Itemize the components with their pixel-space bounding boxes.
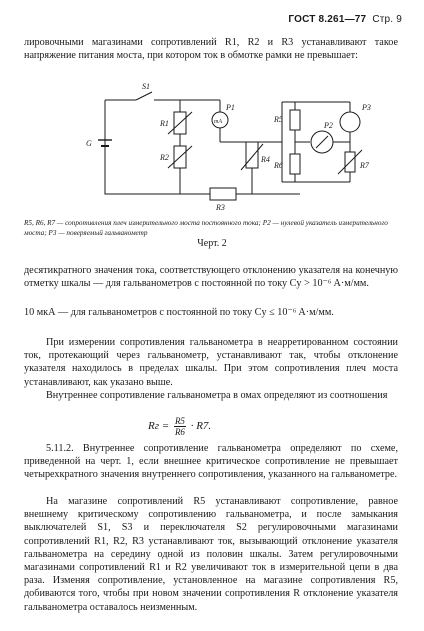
paragraph-internal: Внутреннее сопротивление гальванометра в омах определяют из соотношения [46,390,388,401]
formula-rhs: · R7. [190,420,212,433]
label-s1: S1 [142,82,150,91]
paragraph-intro: лировочными магазинами сопротивлений R1, R2 и R3 устанавливают такое напряжение питания моста, при котором ток в обмотке рамки не превышает: [24,37,398,62]
label-r3: R3 [216,203,225,212]
paragraph-procedure: На магазине сопротивлений R5 устанавливают сопротивление, равное внешнему критическому сопротивлению гальванометра, и после замыкания выключателей S1, S3 и переключателя S2 регулировочными магазинами сопротивлений R1, R2, R3 устанавливают ток, вызывающий отклонение указателя гальванометра на середину одной из половин шкалы. Затем регулировочными магазинами сопротивлений R1 и R2 увеличивают ток в измерительной цепи в два раза. Изменяя сопротивление, установленное на магазине сопротивления R5, добиваются того, чтобы при новом значении сопротивления R отклонение указателя гальванометра оставалось неизменным. [24,496,398,613]
label-p3: P3 [362,103,371,112]
paragraph-tenfold: десятикратного значения тока, соответствующего отклонению указателя на конечную отметку шкалы — для гальванометров с постоянной по току Cy > 10⁻⁶ A·м/мм. [24,265,398,290]
formula-lhs: Rг = [148,420,170,433]
paragraph-10ua: 10 мкА — для гальванометров с постоянной по току Cy ≤ 10⁻⁶ A·м/мм. [24,307,334,318]
formula-denominator: R6 [174,427,185,437]
label-r1: R1 [160,119,169,128]
page-number: Стр. 9 [372,14,402,25]
label-g: G [86,139,92,148]
paragraph-5-11-2: 5.11.2. Внутреннее сопротивление гальванометра определяют по схеме, приведенной на черт. 1, если внешнее критическое сопротивление не превышает четырехкратного значения внутреннего сопротивления, указанного на гальванометре. [24,443,398,481]
figure-label: Черт. 2 [197,238,227,249]
formula [148,416,211,437]
circuit-diagram [60,82,390,212]
page-header [288,14,402,25]
standard-number: ГОСТ 8.261—77 [288,14,367,25]
formula-fraction [174,416,186,437]
label-r5: R5 [274,115,283,124]
paragraph-unarrested: При измерении сопротивления гальванометра в неарретированном состоянии ток, протекающий через гальванометр, устанавливают так, чтобы отклонение указателя находилось в пределах шкалы. При этом сопротивления плеч моста устанавливают, как указано выше. [24,337,398,388]
formula-numerator: R5 [174,416,185,426]
label-r6: R6 [274,161,283,170]
label-r4: R4 [261,155,270,164]
label-r2: R2 [160,153,169,162]
label-p1: P1 [226,103,235,112]
figure-caption: R5, R6, R7 — сопротивления плеч измерительного моста постоянного тока; P2 — нулевой указатель измерительного моста; P3 — поверяемый гальванометр [24,219,388,237]
label-r7: R7 [360,161,369,170]
label-p2: P2 [324,121,333,130]
label-ma: mA [214,119,222,125]
